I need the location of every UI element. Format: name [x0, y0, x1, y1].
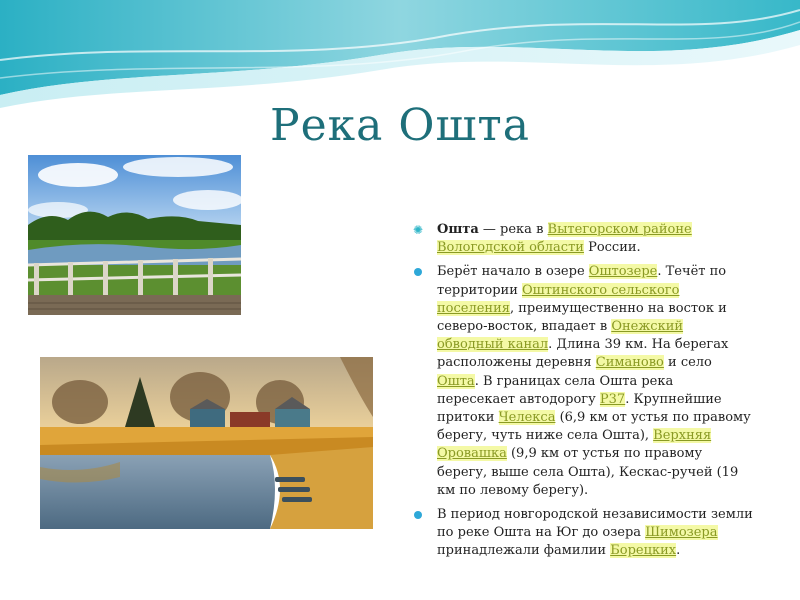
- description-text: [413, 221, 753, 567]
- text-run: . Длина 39 км. На берегах расположены деревня: [437, 337, 729, 371]
- dot-icon: [414, 511, 422, 519]
- wiki-link[interactable]: Борецких: [610, 543, 677, 559]
- wiki-link[interactable]: Онежский обводный канал: [437, 319, 684, 353]
- wiki-link[interactable]: Оштозере: [588, 264, 658, 280]
- text-run: .: [676, 543, 681, 559]
- bold-term: Ошта: [437, 222, 479, 237]
- village-river-photo: [40, 357, 373, 529]
- bullet-item: [413, 221, 753, 257]
- wiki-link[interactable]: Верхняя Оровашка: [437, 428, 712, 462]
- text-run: В период новгородской независимости земли по реке Ошта на Юг до озера: [437, 507, 753, 541]
- header-wave-decoration: [0, 0, 800, 110]
- text-run: Берёт начало в озере: [437, 264, 589, 280]
- wiki-link[interactable]: Р37: [599, 391, 626, 407]
- bullet-list: [413, 221, 753, 561]
- slide-title: Река Ошта: [270, 100, 530, 151]
- wiki-link[interactable]: Челекса: [498, 410, 556, 426]
- text-run: . Крупнейшие притоки: [437, 391, 722, 426]
- text-run: . В границах села Ошта река пересекает автодорогу: [437, 373, 674, 407]
- bullet-item: [413, 506, 753, 561]
- wiki-link[interactable]: Оштинского сельского поселения: [437, 282, 680, 316]
- text-run: и село: [663, 355, 712, 371]
- wiki-link[interactable]: Ошта: [437, 373, 475, 389]
- text-run: , преимущественно на восток и северо-восток, впадает в: [437, 300, 727, 335]
- wiki-link[interactable]: Вытегорском районе: [547, 222, 692, 237]
- wiki-link[interactable]: Шимозера: [645, 525, 718, 541]
- text-run: . Течёт по территории: [437, 264, 727, 298]
- text-run: России.: [583, 240, 641, 256]
- bullet-item: [413, 263, 753, 500]
- text-run: (9,9 км от устья по правому берегу, выше села Ошта), Кескас-ручей (19 км по левому берегу).: [437, 446, 739, 498]
- asterisk-icon: ✺: [413, 223, 424, 237]
- wiki-link[interactable]: Вологодской области: [437, 240, 584, 256]
- dot-icon: [414, 268, 422, 276]
- river-landscape-photo: [28, 155, 241, 315]
- wiki-link[interactable]: Симаново: [595, 355, 664, 371]
- text-run: принадлежали фамилии: [437, 543, 611, 559]
- text-run: (6,9 км от устья по правому берегу, чуть ниже села Ошта),: [437, 410, 751, 444]
- text-run: — река в: [478, 222, 548, 237]
